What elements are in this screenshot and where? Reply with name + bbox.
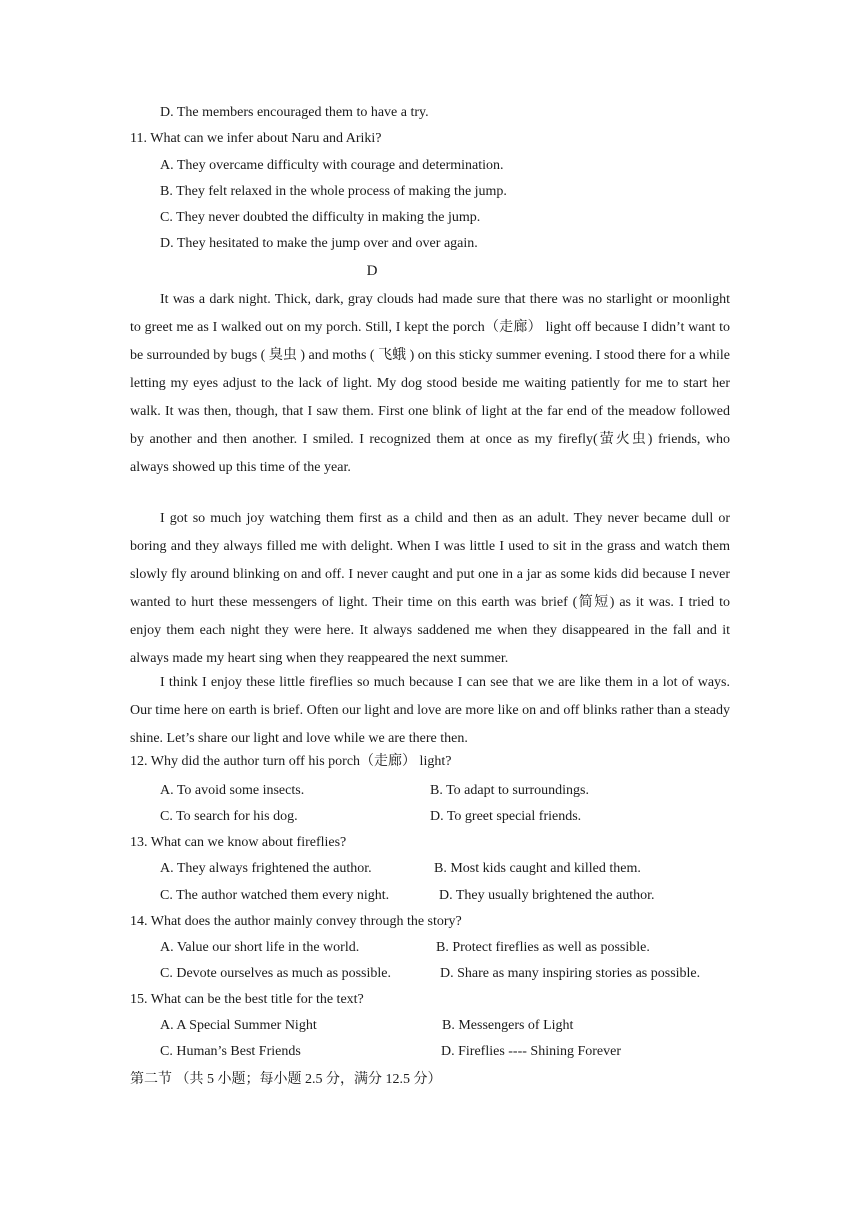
q14-option-a: A. Value our short life in the world. [160,940,360,955]
q13-option-b: B. Most kids caught and killed them. [434,861,641,876]
passage-paragraph: I think I enjoy these little fireflies so much because I can see that we are like them in a lot of ways. Our time here on earth is brief. Often our light and love are more like on and off blinks rather than a steady shine. Let’s share our light and love while we are there then. [130,675,730,746]
q12-option-a: A. To avoid some insects. [160,783,305,798]
q11-option-d: D. They hesitated to make the jump over and over again. [160,236,478,251]
q15-option-a: A. A Special Summer Night [160,1018,317,1033]
q11-stem: 11. What can we infer about Naru and Ariki? [130,131,382,146]
q12-option-d: D. To greet special friends. [430,809,582,824]
q14-option-b: B. Protect fireflies as well as possible. [436,940,650,955]
q12-option-c: C. To search for his dog. [160,809,298,824]
q14-option-d: D. Share as many inspiring stories as possible. [440,966,701,981]
q12-option-b: B. To adapt to surroundings. [430,783,589,798]
q11-option-c: C. They never doubted the difficulty in making the jump. [160,210,481,225]
q11-option-b: B. They felt relaxed in the whole process of making the jump. [160,184,507,199]
q13-option-c: C. The author watched them every night. [160,888,390,903]
q14-stem: 14. What does the author mainly convey through the story? [130,914,462,929]
q15-option-c: C. Human’s Best Friends [160,1044,301,1059]
q11-option-a: A. They overcame difficulty with courage and determination. [160,158,504,173]
q15-stem: 15. What can be the best title for the text? [130,992,364,1007]
q15-option-d: D. Fireflies ---- Shining Forever [441,1044,622,1059]
q14-option-c: C. Devote ourselves as much as possible. [160,966,391,981]
section-heading: 第二节 （共 5 小题；每小题 2.5 分，满分 12.5 分） [130,1072,442,1087]
passage-heading: D [366,263,378,279]
passage-paragraph: I got so much joy watching them first as a child and then as an adult. They never became dull or boring and they always filled me with delight. When I was little I used to sit in the grass and watch them slowly fly around blinking on and off. I never caught and put one in a jar as some kids did because I never wanted to hurt these messengers of light. Their time on this earth was brief (简短) as it was. I tried to enjoy them each night they were here. It always saddened me when they disappeared in the fall and it always made my heart sing when they reappeared the next summer. [130,511,730,666]
q12-stem: 12. Why did the author turn off his porch（走廊） light? [130,754,452,769]
q13-stem: 13. What can we know about fireflies? [130,835,347,850]
q10-option-d: D. The members encouraged them to have a try. [160,105,429,120]
q15-option-b: B. Messengers of Light [442,1018,574,1033]
passage-paragraph: It was a dark night. Thick, dark, gray clouds had made sure that there was no starlight or moonlight to greet me as I walked out on my porch. Still, I kept the porch（走廊） light off because I didn’t want to be surrounded by bugs ( 臭虫 ) and moths ( 飞蛾 ) on this sticky summer evening. I stood there for a while letting my eyes adjust to the lack of light. My dog stood beside me waiting patiently for me to start her walk. It was then, though, that I saw them. First one blink of light at the far end of the meadow followed by another and then another. I smiled. I recognized them at once as my firefly(萤火虫) friends, who always showed up this time of the year. [130,292,730,475]
q13-option-d: D. They usually brightened the author. [439,888,655,903]
q13-option-a: A. They always frightened the author. [160,861,372,876]
